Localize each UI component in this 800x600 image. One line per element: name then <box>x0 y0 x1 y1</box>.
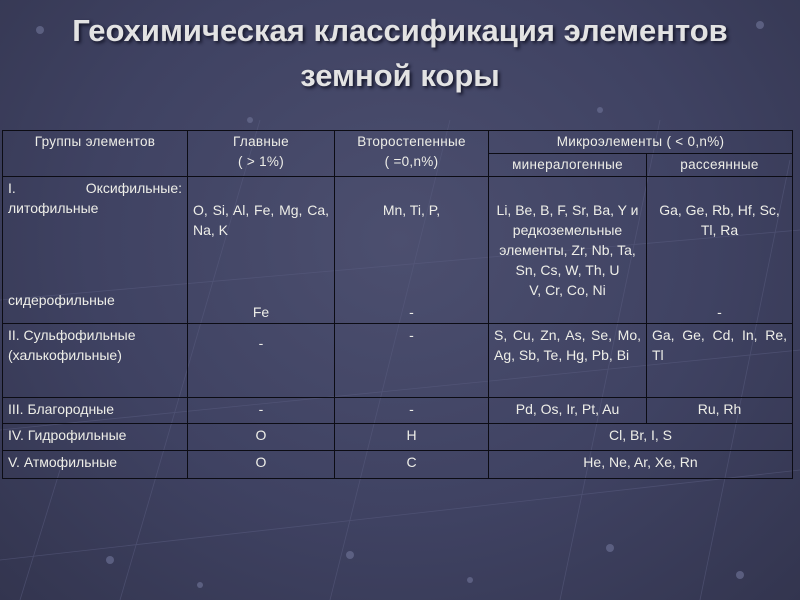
header-main-sub: ( > 1%) <box>238 154 284 169</box>
dispersed-lithophile: Ga, Ge, Rb, Hf, Sc, Tl, Ra <box>659 202 780 238</box>
micro-hydrophile: Cl, Br, I, S <box>489 424 793 451</box>
group-atmophile: V. Атмофильные <box>3 451 188 479</box>
subgroup-siderophile: сидерофильные <box>8 292 115 308</box>
header-groups-text: Группы элементов <box>34 134 156 149</box>
table-row <box>3 177 793 324</box>
group-name: Оксифильные: <box>85 180 182 196</box>
cell-gap <box>340 220 483 302</box>
table-row <box>3 324 793 398</box>
group-hydrophile: IV. Гидрофильные <box>3 424 188 451</box>
header-mineral <box>489 154 647 177</box>
secondary-sulfophile: - <box>335 324 489 398</box>
main-sulfophile <box>188 324 335 398</box>
group-oxyphile <box>3 177 188 324</box>
cell-gap <box>652 178 787 200</box>
dispersed-noble: Ru, Rh <box>647 398 793 424</box>
header-dispersed-text: рассеянные <box>680 157 759 172</box>
header-dispersed <box>647 154 793 177</box>
main-siderophile: Fe <box>252 304 270 320</box>
group-sulfophile: II. Сульфофильные (халькофильные) <box>3 324 188 398</box>
main-atmophile: O <box>188 451 335 479</box>
header-secondary-label: Второстепенные <box>357 134 466 149</box>
header-mineral-text: минералогенные <box>512 157 623 172</box>
cell-gap <box>340 178 483 200</box>
header-row <box>3 131 793 154</box>
dispersed-sulfophile: Ga, Ge, Cd, In, Re, Tl <box>647 324 793 398</box>
main-oxyphile <box>188 177 335 324</box>
mineral-lithophile: Li, Be, B, F, Sr, Ba, Y и редкоземельные элементы, Zr, Nb, Ta, Sn, Cs, W, Th, U <box>496 202 639 278</box>
main-hydrophile: O <box>188 424 335 451</box>
micro-atmophile: He, Ne, Ar, Xe, Rn <box>489 451 793 479</box>
main-noble: - <box>188 398 335 424</box>
header-main-label: Главные <box>233 134 289 149</box>
secondary-hydrophile: H <box>335 424 489 451</box>
group-noble: III. Благородные <box>3 398 188 424</box>
table-row <box>3 424 793 451</box>
secondary-noble: - <box>335 398 489 424</box>
table-row <box>3 398 793 424</box>
header-main <box>188 131 335 177</box>
cell-gap <box>8 218 182 290</box>
classification-table <box>2 130 793 479</box>
mineral-noble: Pd, Os, Ir, Pt, Au <box>489 398 647 424</box>
cell-gap <box>494 178 641 200</box>
main-lithophile: O, Si, Al, Fe, Mg, Ca, Na, K <box>193 202 329 238</box>
secondary-lithophile: Mn, Ti, P, <box>382 202 441 218</box>
secondary-siderophile: - <box>409 304 414 320</box>
slide-title <box>0 8 800 98</box>
secondary-oxyphile <box>335 177 489 324</box>
slide-title-line-1: Геохимическая классификация элементов <box>72 13 728 48</box>
dispersed-siderophile: - <box>717 304 722 320</box>
dispersed-oxyphile <box>647 177 793 324</box>
mineral-oxyphile <box>489 177 647 324</box>
group-oxyphile-title <box>8 178 182 198</box>
cell-gap <box>193 325 329 333</box>
header-micro-label: Микроэлементы ( < 0,n%) <box>556 134 725 149</box>
main-sulfophile-value: - <box>258 335 264 351</box>
mineral-sulfophile: S, Cu, Zn, As, Se, Mo, Ag, Sb, Te, Hg, Pb, Bi <box>489 324 647 398</box>
header-micro <box>489 131 793 154</box>
subgroup-lithophile: литофильные <box>8 200 99 216</box>
header-secondary <box>335 131 489 177</box>
table-row <box>3 451 793 479</box>
slide-title-line-2: земной коры <box>300 58 500 93</box>
cell-gap <box>193 178 329 200</box>
cell-gap <box>652 240 787 302</box>
header-groups <box>3 131 188 177</box>
mineral-siderophile: V, Cr, Co, Ni <box>529 282 606 298</box>
group-number: I. <box>8 180 16 196</box>
cell-gap <box>193 240 329 302</box>
header-secondary-sub: ( =0,n%) <box>384 154 439 169</box>
secondary-atmophile: C <box>335 451 489 479</box>
